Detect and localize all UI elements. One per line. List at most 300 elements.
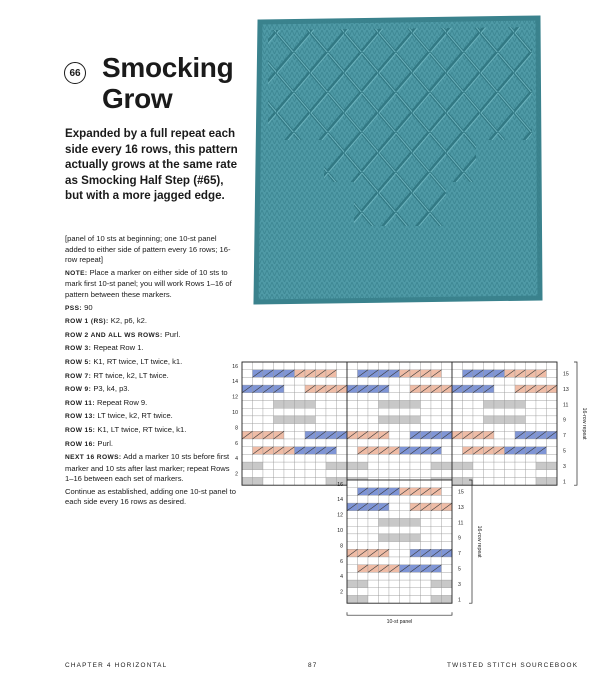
top-chart-cell bbox=[463, 424, 474, 432]
bottom-row-number: 9 bbox=[458, 535, 461, 542]
top-chart-cell bbox=[242, 408, 253, 416]
top-row-number: 14 bbox=[232, 379, 238, 386]
top-chart-cell bbox=[295, 454, 306, 462]
top-chart-cell bbox=[379, 424, 390, 432]
top-chart-cell bbox=[431, 424, 442, 432]
top-chart-cell bbox=[452, 377, 463, 385]
top-chart-cell bbox=[505, 424, 516, 432]
top-chart-cell bbox=[452, 478, 463, 486]
top-chart-cell bbox=[242, 377, 253, 385]
bottom-chart-cell bbox=[389, 480, 400, 488]
bottom-chart-cell bbox=[400, 503, 411, 511]
top-chart-cell bbox=[358, 393, 369, 401]
bottom-chart-cell bbox=[368, 596, 379, 604]
bottom-chart-cell bbox=[442, 488, 453, 496]
row-instruction: ROW 7: RT twice, k2, LT twice. bbox=[65, 370, 169, 380]
top-chart-cell bbox=[400, 362, 411, 370]
top-chart-cell bbox=[358, 424, 369, 432]
top-chart-cell bbox=[494, 408, 505, 416]
top-chart-cell bbox=[389, 362, 400, 370]
top-chart-cell bbox=[452, 462, 463, 470]
bottom-row-number: 13 bbox=[458, 504, 464, 511]
top-chart-cell bbox=[242, 462, 253, 470]
bottom-row-number: 1 bbox=[458, 597, 461, 604]
top-chart-cell bbox=[274, 470, 285, 478]
note-label: NOTE: bbox=[65, 269, 88, 277]
top-row-number: 11 bbox=[563, 402, 569, 409]
top-chart-cell bbox=[431, 462, 442, 470]
bottom-chart-cell bbox=[421, 511, 432, 519]
top-chart-cell bbox=[473, 478, 484, 486]
bottom-chart-cell bbox=[347, 572, 358, 580]
top-chart-cell bbox=[316, 408, 327, 416]
top-chart-cell bbox=[347, 416, 358, 424]
top-chart-cell bbox=[431, 454, 442, 462]
top-chart-cell bbox=[379, 362, 390, 370]
top-chart-cell bbox=[263, 401, 274, 409]
bottom-chart-cell bbox=[431, 511, 442, 519]
top-chart-cell bbox=[337, 370, 348, 378]
top-chart-cell bbox=[547, 454, 558, 462]
bottom-chart-cell bbox=[400, 526, 411, 534]
top-chart-cell bbox=[473, 408, 484, 416]
bottom-chart-cell bbox=[368, 534, 379, 542]
top-chart-cell bbox=[452, 454, 463, 462]
bottom-row-number: 16 bbox=[337, 481, 343, 488]
bottom-row-number: 12 bbox=[337, 512, 343, 519]
bottom-chart-cell bbox=[421, 534, 432, 542]
top-chart-cell bbox=[547, 362, 558, 370]
top-chart-cell bbox=[305, 470, 316, 478]
top-chart-cell bbox=[358, 416, 369, 424]
top-chart-cell bbox=[421, 462, 432, 470]
top-row-number: 7 bbox=[563, 433, 566, 440]
bottom-chart-cell bbox=[410, 588, 421, 596]
top-chart-cell bbox=[253, 362, 264, 370]
top-chart-cell bbox=[347, 393, 358, 401]
bottom-chart-cell bbox=[442, 534, 453, 542]
bottom-chart-cell bbox=[347, 519, 358, 527]
top-chart-cell bbox=[515, 408, 526, 416]
top-chart-cell bbox=[242, 370, 253, 378]
top-repeat-label: 16-row repeat bbox=[581, 407, 587, 440]
top-chart-cell bbox=[400, 462, 411, 470]
top-chart-cell bbox=[421, 401, 432, 409]
bottom-chart-cell bbox=[400, 572, 411, 580]
top-chart-cell bbox=[253, 439, 264, 447]
bottom-chart-cell bbox=[389, 549, 400, 557]
bottom-chart-cell bbox=[358, 542, 369, 550]
bottom-chart-cell bbox=[442, 596, 453, 604]
top-chart-cell bbox=[400, 416, 411, 424]
bottom-chart-cell bbox=[400, 549, 411, 557]
top-chart-cell bbox=[242, 439, 253, 447]
bottom-chart-cell bbox=[421, 588, 432, 596]
bottom-chart-cell bbox=[400, 511, 411, 519]
top-chart-cell bbox=[431, 439, 442, 447]
top-chart-cell bbox=[284, 454, 295, 462]
top-chart-cell bbox=[274, 416, 285, 424]
top-chart-cell bbox=[452, 370, 463, 378]
top-chart-cell bbox=[305, 362, 316, 370]
bottom-chart-cell bbox=[347, 596, 358, 604]
top-chart-cell bbox=[242, 478, 253, 486]
top-chart-cell bbox=[526, 470, 537, 478]
top-chart-cell bbox=[463, 462, 474, 470]
bottom-chart-cell bbox=[410, 519, 421, 527]
top-chart-cell bbox=[526, 401, 537, 409]
bottom-chart-cell bbox=[389, 557, 400, 565]
bottom-chart-cell bbox=[347, 557, 358, 565]
top-chart-cell bbox=[505, 454, 516, 462]
top-chart-cell bbox=[316, 439, 327, 447]
panel-label: 10-st panel bbox=[386, 619, 413, 626]
top-chart-cell bbox=[494, 393, 505, 401]
top-chart-cell bbox=[295, 362, 306, 370]
bottom-chart-cell bbox=[442, 511, 453, 519]
top-chart-cell bbox=[242, 454, 253, 462]
top-chart-cell bbox=[547, 424, 558, 432]
top-chart-cell bbox=[505, 439, 516, 447]
top-chart-cell bbox=[494, 431, 505, 439]
top-chart-cell bbox=[452, 447, 463, 455]
bottom-chart-cell bbox=[368, 572, 379, 580]
top-chart-cell bbox=[494, 377, 505, 385]
top-chart-cell bbox=[484, 454, 495, 462]
bottom-chart-cell bbox=[400, 480, 411, 488]
top-chart-cell bbox=[347, 439, 358, 447]
top-chart-cell bbox=[347, 470, 358, 478]
bottom-chart-cell bbox=[347, 480, 358, 488]
top-chart-cell bbox=[389, 401, 400, 409]
footer-chapter: CHAPTER 4 HORIZONTAL bbox=[65, 662, 168, 669]
top-row-number: 4 bbox=[235, 456, 238, 463]
row-instruction: ROW 15: K1, LT twice, RT twice, k1. bbox=[65, 424, 187, 434]
top-chart-cell bbox=[305, 408, 316, 416]
top-chart-cell bbox=[305, 424, 316, 432]
bottom-chart-cell bbox=[379, 596, 390, 604]
top-chart-cell bbox=[295, 424, 306, 432]
top-chart-cell bbox=[263, 462, 274, 470]
top-chart-cell bbox=[473, 424, 484, 432]
top-chart-cell bbox=[358, 462, 369, 470]
top-chart-cell bbox=[526, 424, 537, 432]
bottom-chart-cell bbox=[389, 495, 400, 503]
bottom-chart-cell bbox=[379, 557, 390, 565]
top-chart-cell bbox=[242, 424, 253, 432]
top-row-number: 1 bbox=[563, 479, 566, 486]
top-chart-cell bbox=[253, 478, 264, 486]
bottom-chart-cell bbox=[347, 488, 358, 496]
top-chart-cell bbox=[442, 447, 453, 455]
top-chart-cell bbox=[389, 377, 400, 385]
top-chart-cell bbox=[515, 439, 526, 447]
top-chart-cell bbox=[368, 377, 379, 385]
bottom-row-number: 11 bbox=[458, 520, 464, 527]
top-chart-cell bbox=[484, 393, 495, 401]
top-chart-cell bbox=[400, 424, 411, 432]
top-chart-cell bbox=[463, 377, 474, 385]
bottom-chart-cell bbox=[379, 534, 390, 542]
bottom-chart-cell bbox=[358, 572, 369, 580]
top-chart-cell bbox=[421, 416, 432, 424]
top-chart-cell bbox=[536, 470, 547, 478]
bottom-chart-cell bbox=[379, 572, 390, 580]
top-repeat-bracket bbox=[574, 362, 577, 485]
bottom-chart-cell bbox=[421, 519, 432, 527]
top-chart-cell bbox=[410, 470, 421, 478]
top-chart-cell bbox=[274, 439, 285, 447]
top-chart-cell bbox=[326, 462, 337, 470]
bottom-row-number: 14 bbox=[337, 497, 343, 504]
top-chart-cell bbox=[547, 439, 558, 447]
bottom-row-number: 8 bbox=[340, 543, 343, 550]
top-chart-cell bbox=[337, 393, 348, 401]
top-chart-cell bbox=[494, 416, 505, 424]
top-chart-cell bbox=[347, 370, 358, 378]
top-chart-cell bbox=[305, 416, 316, 424]
row-instruction: ROW 16: Purl. bbox=[65, 438, 114, 448]
top-chart-cell bbox=[473, 416, 484, 424]
bottom-chart-cell bbox=[347, 580, 358, 588]
top-chart-cell bbox=[505, 478, 516, 486]
top-chart-cell bbox=[442, 377, 453, 385]
top-chart-cell bbox=[547, 478, 558, 486]
top-row-number: 6 bbox=[235, 440, 238, 447]
top-chart-cell bbox=[442, 424, 453, 432]
top-chart-cell bbox=[253, 393, 264, 401]
bottom-chart-cell bbox=[347, 534, 358, 542]
top-chart-cell bbox=[400, 408, 411, 416]
top-chart-cell bbox=[326, 470, 337, 478]
bottom-chart-cell bbox=[347, 526, 358, 534]
top-chart-cell bbox=[284, 408, 295, 416]
top-chart-cell bbox=[452, 362, 463, 370]
top-chart-cell bbox=[347, 377, 358, 385]
top-chart-cell bbox=[274, 393, 285, 401]
top-chart-cell bbox=[295, 478, 306, 486]
bottom-chart-cell bbox=[347, 511, 358, 519]
top-chart-cell bbox=[368, 439, 379, 447]
bottom-chart-cell bbox=[400, 596, 411, 604]
bottom-chart-cell bbox=[442, 519, 453, 527]
top-chart-cell bbox=[473, 462, 484, 470]
bottom-chart-cell bbox=[421, 557, 432, 565]
top-chart-cell bbox=[358, 377, 369, 385]
bottom-chart-cell bbox=[442, 588, 453, 596]
top-chart-cell bbox=[442, 439, 453, 447]
top-chart-cell bbox=[263, 439, 274, 447]
bottom-chart-cell bbox=[442, 572, 453, 580]
note-text: Place a marker on either side of 10 sts to mark first 10-st panel; you will work Rows 1–16 of pattern between these markers. bbox=[65, 267, 232, 299]
bottom-chart-cell bbox=[347, 495, 358, 503]
top-chart-cell bbox=[316, 377, 327, 385]
bottom-chart-cell bbox=[358, 480, 369, 488]
bottom-chart-cell bbox=[400, 495, 411, 503]
bottom-chart-cell bbox=[389, 572, 400, 580]
bottom-chart-cell bbox=[379, 480, 390, 488]
bottom-chart-cell bbox=[358, 511, 369, 519]
top-chart-cell bbox=[316, 424, 327, 432]
top-chart-cell bbox=[484, 416, 495, 424]
top-chart-cell bbox=[536, 393, 547, 401]
bottom-chart-cell bbox=[410, 480, 421, 488]
top-chart-cell bbox=[442, 362, 453, 370]
bottom-chart-cell bbox=[368, 495, 379, 503]
top-chart-cell bbox=[526, 462, 537, 470]
top-chart-cell bbox=[253, 454, 264, 462]
top-chart-cell bbox=[473, 377, 484, 385]
top-chart-cell bbox=[295, 385, 306, 393]
top-chart-cell bbox=[505, 393, 516, 401]
top-chart-cell bbox=[473, 439, 484, 447]
top-chart-cell bbox=[316, 362, 327, 370]
top-chart-cell bbox=[305, 393, 316, 401]
top-chart-cell bbox=[431, 408, 442, 416]
bottom-chart-cell bbox=[368, 480, 379, 488]
top-chart-cell bbox=[547, 401, 558, 409]
top-chart-cell bbox=[536, 424, 547, 432]
top-chart-cell bbox=[316, 416, 327, 424]
top-chart-cell bbox=[347, 447, 358, 455]
top-chart-cell bbox=[347, 401, 358, 409]
top-chart-cell bbox=[484, 424, 495, 432]
top-chart-cell bbox=[442, 370, 453, 378]
top-chart-cell bbox=[526, 408, 537, 416]
top-chart-cell bbox=[368, 462, 379, 470]
top-chart-cell bbox=[295, 416, 306, 424]
top-chart-cell bbox=[410, 439, 421, 447]
top-chart-cell bbox=[284, 401, 295, 409]
bottom-row-number: 7 bbox=[458, 551, 461, 558]
top-chart-cell bbox=[431, 377, 442, 385]
top-chart-cell bbox=[358, 470, 369, 478]
top-chart-cell bbox=[505, 408, 516, 416]
top-chart-cell bbox=[400, 431, 411, 439]
top-chart-cell bbox=[253, 408, 264, 416]
top-chart-cell bbox=[505, 470, 516, 478]
bottom-chart-cell bbox=[410, 511, 421, 519]
bottom-chart-cell bbox=[389, 503, 400, 511]
pattern-number-badge: 66 bbox=[64, 62, 86, 84]
bottom-chart-cell bbox=[410, 580, 421, 588]
top-chart-cell bbox=[263, 408, 274, 416]
top-chart-cell bbox=[400, 401, 411, 409]
top-chart-cell bbox=[442, 401, 453, 409]
top-chart-cell bbox=[505, 462, 516, 470]
bottom-chart-cell bbox=[379, 511, 390, 519]
top-row-number: 3 bbox=[563, 463, 566, 470]
top-chart-cell bbox=[536, 462, 547, 470]
bottom-chart-cell bbox=[368, 588, 379, 596]
top-chart-cell bbox=[410, 393, 421, 401]
top-chart-cell bbox=[368, 454, 379, 462]
bottom-chart-cell bbox=[347, 542, 358, 550]
top-chart-cell bbox=[305, 454, 316, 462]
top-chart-cell bbox=[326, 408, 337, 416]
bottom-chart-cell bbox=[431, 534, 442, 542]
top-chart-cell bbox=[305, 478, 316, 486]
top-chart-cell bbox=[253, 416, 264, 424]
top-chart-cell bbox=[442, 470, 453, 478]
top-chart-cell bbox=[505, 385, 516, 393]
top-chart-cell bbox=[515, 416, 526, 424]
top-chart-cell bbox=[347, 454, 358, 462]
top-chart-cell bbox=[389, 424, 400, 432]
top-chart-cell bbox=[452, 416, 463, 424]
top-chart-cell bbox=[379, 439, 390, 447]
top-chart-cell bbox=[463, 454, 474, 462]
bottom-row-number: 5 bbox=[458, 566, 461, 573]
top-chart-cell bbox=[379, 377, 390, 385]
top-chart-cell bbox=[515, 478, 526, 486]
top-chart-cell bbox=[305, 377, 316, 385]
top-chart-cell bbox=[316, 401, 327, 409]
top-chart-cell bbox=[274, 454, 285, 462]
top-row-number: 10 bbox=[232, 409, 238, 416]
row-instruction: ROW 11: Repeat Row 9. bbox=[65, 397, 148, 407]
top-chart-cell bbox=[274, 424, 285, 432]
top-chart-cell bbox=[515, 393, 526, 401]
top-chart-cell bbox=[484, 478, 495, 486]
top-chart-cell bbox=[253, 377, 264, 385]
top-chart-cell bbox=[253, 424, 264, 432]
bottom-chart-cell bbox=[400, 580, 411, 588]
top-chart-cell bbox=[536, 377, 547, 385]
top-chart-cell bbox=[442, 393, 453, 401]
top-chart-cell bbox=[536, 439, 547, 447]
top-chart-cell bbox=[484, 377, 495, 385]
top-chart-cell bbox=[547, 462, 558, 470]
top-chart-cell bbox=[274, 362, 285, 370]
top-chart-cell bbox=[368, 362, 379, 370]
top-chart-cell bbox=[494, 439, 505, 447]
top-chart-cell bbox=[473, 401, 484, 409]
top-chart-cell bbox=[326, 454, 337, 462]
top-chart-cell bbox=[442, 462, 453, 470]
bottom-chart-cell bbox=[389, 519, 400, 527]
bottom-chart-cell bbox=[410, 534, 421, 542]
top-chart-cell bbox=[284, 462, 295, 470]
top-chart-cell bbox=[421, 424, 432, 432]
top-chart-cell bbox=[526, 416, 537, 424]
top-chart-cell bbox=[515, 462, 526, 470]
top-chart-cell bbox=[494, 362, 505, 370]
bottom-chart-cell bbox=[400, 519, 411, 527]
bottom-chart-cell bbox=[389, 511, 400, 519]
top-chart-cell bbox=[326, 416, 337, 424]
bottom-chart-cell bbox=[368, 511, 379, 519]
bottom-chart-cell bbox=[358, 596, 369, 604]
top-chart-cell bbox=[242, 470, 253, 478]
top-chart-cell bbox=[452, 393, 463, 401]
top-chart-cell bbox=[494, 424, 505, 432]
bottom-repeat-label: 16-row repeat bbox=[476, 525, 482, 558]
top-chart-cell bbox=[316, 478, 327, 486]
top-chart-cell bbox=[484, 462, 495, 470]
top-chart-cell bbox=[242, 393, 253, 401]
top-chart-cell bbox=[410, 377, 421, 385]
top-chart-cell bbox=[358, 401, 369, 409]
top-chart-cell bbox=[295, 408, 306, 416]
top-chart-cell bbox=[295, 431, 306, 439]
top-chart-cell bbox=[452, 408, 463, 416]
bottom-chart-cell bbox=[442, 480, 453, 488]
top-row-number: 5 bbox=[563, 448, 566, 455]
bottom-row-number: 4 bbox=[340, 574, 343, 581]
bottom-chart-cell bbox=[431, 557, 442, 565]
top-chart-cell bbox=[484, 362, 495, 370]
